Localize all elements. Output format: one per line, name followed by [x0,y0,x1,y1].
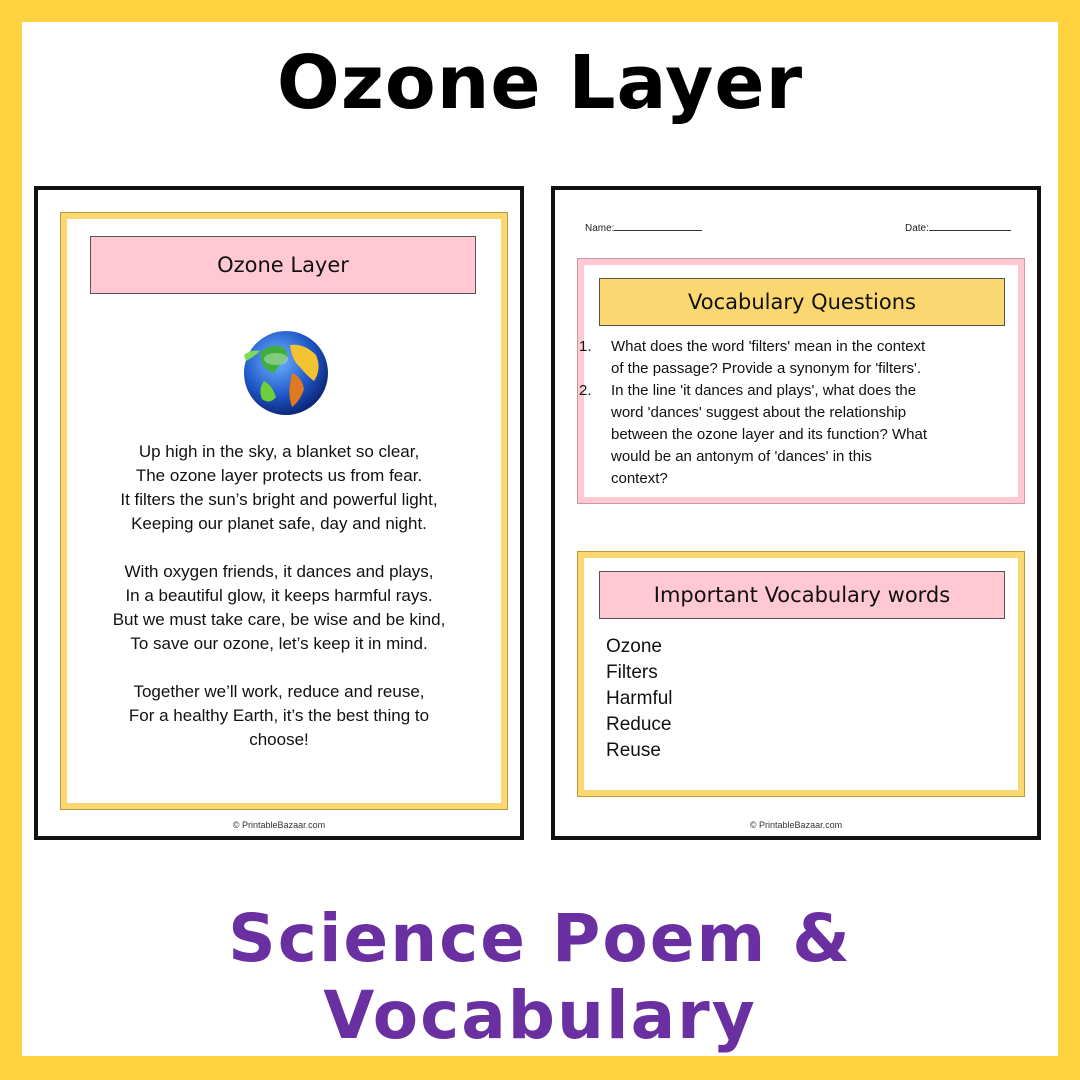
poem-line: It filters the sun’s bright and powerful light, [120,490,438,509]
vocabulary-page [551,186,1041,840]
date-line[interactable] [929,220,1011,231]
poem-line: Keeping our planet safe, day and night. [131,514,427,533]
vocab-word: Reuse [606,740,661,761]
poem-line: In a beautiful glow, it keeps harmful rays. [125,586,433,605]
poem-line: With oxygen friends, it dances and plays, [124,562,434,581]
question-number: 1. [579,338,592,355]
poem-stanza-3 [38,680,520,752]
poem-page [34,186,524,840]
earth-globe-icon [230,315,340,425]
main-title: Ozone Layer [276,40,804,126]
poem-heading: Ozone Layer [217,253,349,277]
question-line: between the ozone layer and its function? What [611,426,928,443]
poem-line: To save our ozone, let’s keep it in mind. [130,634,428,653]
question-line: of the passage? Provide a synonym for 'filters'. [611,360,922,377]
poem-heading-box [90,236,476,294]
vocab-heading-box [599,571,1005,619]
subtitle: Science Poem & Vocabulary [228,900,852,1054]
vocab-word: Harmful [606,688,673,709]
question-item [579,380,999,490]
copyright-footer: © PrintableBazaar.com [232,820,326,830]
poem-line: For a healthy Earth, it’s the best thing to [128,706,430,725]
question-line: What does the word 'filters' mean in the context [611,338,926,355]
question-line: context? [611,470,668,487]
poem-line: The ozone layer protects us from fear. [135,466,423,485]
poem-stanza-1 [38,440,520,536]
question-line: word 'dances' suggest about the relationship [611,404,907,421]
vocab-word: Ozone [606,636,662,657]
vocab-heading: Important Vocabulary words [653,583,951,607]
vocab-list [606,634,673,764]
poem-line: Up high in the sky, a blanket so clear, [138,442,420,461]
poem-text [38,440,520,776]
name-label: Name: [585,223,615,234]
question-line: would be an antonym of 'dances' in this [611,448,872,465]
poem-stanza-2 [38,560,520,656]
poem-line: choose! [249,730,309,749]
vocab-word: Reduce [606,714,672,735]
date-field [905,220,1011,234]
questions-list [579,336,999,490]
vocab-word: Filters [606,662,658,683]
name-line[interactable] [614,220,702,231]
name-field [585,220,702,234]
questions-heading-box [599,278,1005,326]
poem-line: Together we’ll work, reduce and reuse, [133,682,425,701]
poem-line: But we must take care, be wise and be kind, [112,610,446,629]
question-number: 2. [579,382,592,399]
question-line: In the line 'it dances and plays', what does the [611,382,917,399]
questions-heading: Vocabulary Questions [688,290,916,314]
question-item [579,336,999,380]
date-label: Date: [905,223,929,234]
copyright-footer: © PrintableBazaar.com [749,820,843,830]
